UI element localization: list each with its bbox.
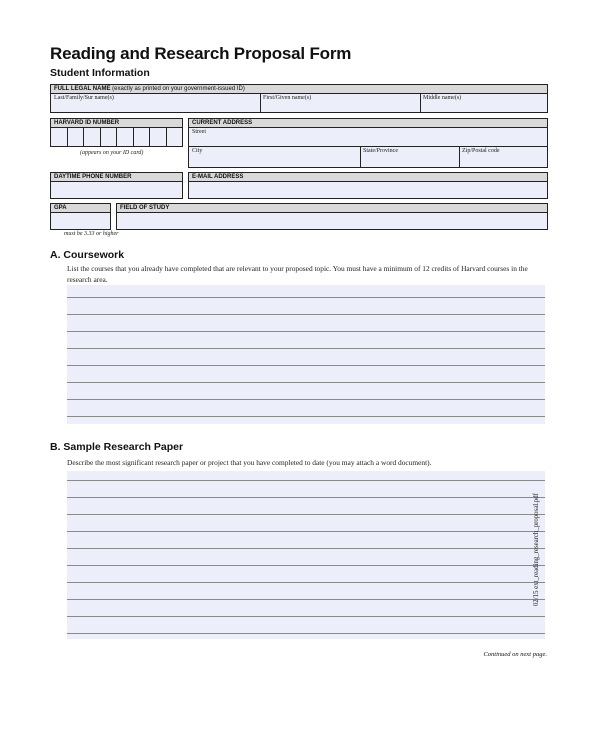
document-id: 02/15 ext_reading_research_proposal.pdf bbox=[533, 493, 540, 606]
divider bbox=[260, 94, 261, 112]
legal-name-note: (exactly as printed on your government-issued ID) bbox=[112, 86, 245, 92]
harvard-id-caption: (appears on your ID card) bbox=[80, 150, 144, 156]
state-sublabel: State/Province bbox=[363, 148, 398, 154]
writing-line bbox=[67, 582, 545, 583]
sample-paper-instructions: Describe the most significant research paper or project that you have completed to date (you may attach a word document). bbox=[67, 458, 432, 467]
writing-line bbox=[67, 531, 545, 532]
writing-line bbox=[67, 548, 545, 549]
gpa-label: GPA bbox=[51, 204, 110, 213]
current-address-label: CURRENT ADDRESS bbox=[189, 119, 547, 128]
gpa-caption: must be 3.33 or higher bbox=[64, 231, 119, 237]
page-title: Reading and Research Proposal Form bbox=[50, 44, 352, 63]
harvard-id-label: HARVARD ID NUMBER bbox=[51, 119, 182, 128]
divider bbox=[189, 146, 547, 147]
digit-cell-divider bbox=[166, 128, 167, 146]
sample-paper-lines[interactable] bbox=[67, 471, 545, 639]
coursework-heading: A. Coursework bbox=[50, 249, 125, 261]
writing-line bbox=[67, 297, 545, 298]
writing-line bbox=[67, 314, 545, 315]
legal-name-field[interactable] bbox=[50, 84, 548, 113]
writing-line bbox=[67, 599, 545, 600]
first-name-sublabel: First/Given name(s) bbox=[263, 95, 312, 101]
phone-field[interactable] bbox=[50, 172, 183, 199]
field-of-study-field[interactable] bbox=[116, 203, 548, 230]
gpa-field[interactable] bbox=[50, 203, 111, 230]
divider bbox=[360, 146, 361, 167]
writing-line bbox=[67, 365, 545, 366]
writing-line bbox=[67, 348, 545, 349]
phone-label: DAYTIME PHONE NUMBER bbox=[51, 173, 182, 182]
digit-cell-divider bbox=[149, 128, 150, 146]
digit-cell-divider bbox=[100, 128, 101, 146]
continued-note: Continued on next page. bbox=[483, 651, 547, 658]
divider bbox=[459, 146, 460, 167]
harvard-id-field[interactable] bbox=[50, 118, 183, 147]
field-of-study-label: FIELD OF STUDY bbox=[117, 204, 547, 213]
middle-name-sublabel: Middle name(s) bbox=[423, 95, 462, 101]
last-name-sublabel: Last/Family/Sur name(s) bbox=[54, 95, 114, 101]
divider bbox=[420, 94, 421, 112]
current-address-field[interactable] bbox=[188, 118, 548, 168]
writing-line bbox=[67, 565, 545, 566]
sample-paper-heading: B. Sample Research Paper bbox=[50, 441, 184, 453]
legal-name-label: FULL LEGAL NAME bbox=[54, 86, 111, 92]
writing-line bbox=[67, 480, 545, 481]
digit-cell-divider bbox=[83, 128, 84, 146]
email-label: E-MAIL ADDRESS bbox=[189, 173, 547, 182]
writing-line bbox=[67, 616, 545, 617]
writing-line bbox=[67, 514, 545, 515]
writing-line bbox=[67, 399, 545, 400]
writing-line bbox=[67, 497, 545, 498]
student-information-heading: Student Information bbox=[50, 67, 150, 79]
city-sublabel: City bbox=[192, 148, 203, 154]
email-field[interactable] bbox=[188, 172, 548, 199]
digit-cell-divider bbox=[67, 128, 68, 146]
writing-line bbox=[67, 416, 545, 417]
zip-sublabel: Zip/Postal code bbox=[462, 148, 500, 154]
writing-line bbox=[67, 331, 545, 332]
digit-cell-divider bbox=[133, 128, 134, 146]
digit-cell-divider bbox=[116, 128, 117, 146]
coursework-instructions: List the courses that you already have completed that are relevant to your proposed topic. You must have a minimum of 12 credits of Harvard courses in the research area. bbox=[67, 264, 528, 284]
coursework-lines[interactable] bbox=[67, 285, 545, 424]
writing-line bbox=[67, 633, 545, 634]
writing-line bbox=[67, 382, 545, 383]
street-sublabel: Street bbox=[192, 129, 206, 135]
